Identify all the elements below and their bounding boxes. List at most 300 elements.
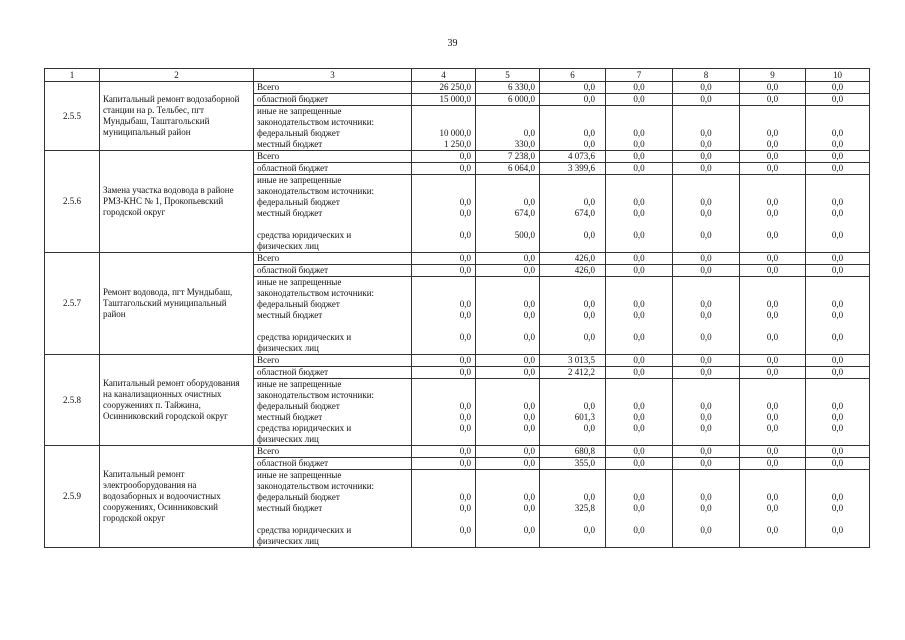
measure-number: 2.5.5	[45, 82, 100, 151]
cell-line: местный бюджет	[257, 412, 323, 422]
amount-cell: 0,0	[606, 458, 673, 470]
cell-line	[740, 219, 805, 230]
cell-line: иные не запрещенные	[257, 175, 342, 185]
cell-line	[740, 175, 805, 186]
amount-cell: 0,0	[412, 458, 476, 470]
amount-cell: 0,0	[606, 355, 673, 367]
cell-line	[740, 288, 805, 299]
cell-line	[479, 470, 535, 481]
column-number-row	[45, 69, 870, 82]
cell-line	[479, 106, 535, 117]
amount-cell: 0,0	[673, 265, 740, 277]
cell-line	[606, 481, 672, 492]
amount-cell: 6 064,0	[476, 163, 540, 175]
block-total-row	[45, 355, 870, 367]
cell-line	[806, 175, 869, 186]
cell-line	[415, 186, 471, 197]
amount-cell: 0,0	[606, 151, 673, 163]
cell-line	[740, 514, 805, 525]
cell-line	[806, 343, 869, 354]
cell-line: 0,0	[700, 197, 712, 207]
cell-line	[479, 343, 535, 354]
cell-line	[479, 536, 535, 547]
amount-cell	[673, 277, 740, 355]
cell-line: 0,0	[459, 299, 471, 309]
funding-source	[254, 379, 412, 446]
funding-source	[254, 106, 412, 151]
cell-line: 0,0	[766, 423, 779, 433]
cell-line	[673, 343, 739, 354]
cell-line	[479, 434, 535, 445]
column-number: 2	[100, 69, 254, 82]
cell-line: 0,0	[766, 332, 779, 342]
cell-line: 0,0	[700, 310, 712, 320]
cell-line: 601,3	[574, 412, 595, 422]
amount-cell	[540, 175, 606, 253]
amount-cell: 0,0	[806, 82, 870, 94]
cell-line	[806, 321, 869, 332]
cell-line	[479, 186, 535, 197]
cell-line: 0,0	[459, 310, 471, 320]
cell-line: 0,0	[831, 492, 844, 502]
amount-cell: 0,0	[476, 458, 540, 470]
amount-cell	[412, 470, 476, 548]
amount-cell: 0,0	[673, 151, 740, 163]
amount-cell: 0,0	[740, 151, 806, 163]
cell-line: 0,0	[523, 423, 535, 433]
column-number: 6	[540, 69, 606, 82]
cell-line	[740, 106, 805, 117]
cell-line	[740, 186, 805, 197]
cell-line	[673, 390, 739, 401]
cell-line	[606, 379, 672, 390]
cell-line	[806, 277, 869, 288]
cell-line: 0,0	[583, 332, 595, 342]
cell-line: 0,0	[523, 310, 535, 320]
cell-line: 0,0	[459, 492, 471, 502]
cell-line: 0,0	[700, 401, 712, 411]
cell-line: 0,0	[459, 423, 471, 433]
column-number: 9	[740, 69, 806, 82]
column-number: 3	[254, 69, 412, 82]
amount-cell	[673, 175, 740, 253]
cell-line: 0,0	[523, 299, 535, 309]
cell-line: местный бюджет	[257, 310, 323, 320]
amount-cell: 0,0	[412, 265, 476, 277]
cell-line: 0,0	[633, 332, 645, 342]
amount-cell	[540, 379, 606, 446]
funding-source: Всего	[254, 446, 412, 458]
cell-line	[479, 219, 535, 230]
cell-line: 0,0	[523, 197, 535, 207]
cell-line: федеральный бюджет	[257, 128, 340, 138]
cell-line	[740, 379, 805, 390]
cell-line: физических лиц	[257, 343, 319, 353]
cell-line	[806, 219, 869, 230]
cell-line: 0,0	[766, 299, 779, 309]
cell-line	[673, 514, 739, 525]
cell-line: 0,0	[523, 128, 535, 138]
amount-cell: 355,0	[540, 458, 606, 470]
amount-cell: 0,0	[606, 163, 673, 175]
cell-line	[673, 106, 739, 117]
measure-name: Капитальный ремонт водозаборной станции на р. Тельбес, пгт Мундыбаш, Таштагольский муниципальный район	[100, 82, 254, 151]
amount-cell: 3 013,5	[540, 355, 606, 367]
cell-line: 0,0	[766, 208, 779, 218]
cell-line	[673, 117, 739, 128]
amount-cell	[476, 379, 540, 446]
cell-line	[606, 321, 672, 332]
amount-cell: 0,0	[806, 367, 870, 379]
amount-cell: 0,0	[740, 367, 806, 379]
amount-cell	[806, 470, 870, 548]
cell-line	[606, 288, 672, 299]
amount-cell: 0,0	[673, 367, 740, 379]
cell-line: 0,0	[633, 128, 645, 138]
measure-name: Замена участка водовода в районе РМЗ-КНС № 1, Прокопьевский городской округ	[100, 151, 254, 253]
cell-line	[415, 219, 471, 230]
cell-line	[606, 106, 672, 117]
cell-line: 0,0	[700, 492, 712, 502]
cell-line	[806, 514, 869, 525]
amount-cell: 680,8	[540, 446, 606, 458]
cell-line: федеральный бюджет	[257, 492, 340, 502]
cell-line	[606, 277, 672, 288]
cell-line	[806, 117, 869, 128]
amount-cell	[806, 379, 870, 446]
cell-line	[543, 186, 595, 197]
amount-cell: 0,0	[673, 458, 740, 470]
cell-line: 0,0	[583, 197, 595, 207]
amount-cell	[540, 470, 606, 548]
amount-cell	[412, 379, 476, 446]
amount-cell: 0,0	[540, 94, 606, 106]
cell-line: местный бюджет	[257, 503, 323, 513]
amount-cell	[540, 106, 606, 151]
amount-cell: 0,0	[806, 458, 870, 470]
cell-line	[479, 241, 535, 252]
cell-line: 0,0	[459, 208, 471, 218]
cell-line: иные не запрещенные	[257, 277, 342, 287]
cell-line: 0,0	[831, 423, 844, 433]
amount-cell: 6 330,0	[476, 82, 540, 94]
amount-cell: 0,0	[806, 265, 870, 277]
cell-line	[415, 536, 471, 547]
amount-cell: 0,0	[412, 253, 476, 265]
amount-cell: 0,0	[476, 253, 540, 265]
amount-cell: 0,0	[476, 355, 540, 367]
amount-cell	[412, 277, 476, 355]
amount-cell: 0,0	[412, 367, 476, 379]
cell-line: 674,0	[514, 208, 535, 218]
funding-source: областной бюджет	[254, 94, 412, 106]
cell-line: 1 250,0	[444, 139, 471, 149]
cell-line	[543, 219, 595, 230]
cell-line	[673, 321, 739, 332]
cell-line	[673, 536, 739, 547]
cell-line	[740, 434, 805, 445]
funding-source	[254, 277, 412, 355]
block-total-row	[45, 253, 870, 265]
cell-line: 0,0	[831, 401, 844, 411]
cell-line	[606, 514, 672, 525]
cell-line	[543, 470, 595, 481]
funding-source: областной бюджет	[254, 265, 412, 277]
cell-line: 0,0	[633, 230, 645, 240]
cell-line	[806, 186, 869, 197]
cell-line	[257, 321, 408, 332]
cell-line	[479, 321, 535, 332]
funding-source: Всего	[254, 151, 412, 163]
cell-line	[415, 241, 471, 252]
cell-line	[673, 219, 739, 230]
cell-line: 0,0	[633, 208, 645, 218]
amount-cell: 15 000,0	[412, 94, 476, 106]
block-total-row	[45, 82, 870, 94]
amount-cell: 0,0	[806, 253, 870, 265]
cell-line: 0,0	[583, 299, 595, 309]
amount-cell: 0,0	[673, 355, 740, 367]
cell-line: 0,0	[766, 310, 779, 320]
block-total-row	[45, 151, 870, 163]
amount-cell: 0,0	[476, 367, 540, 379]
column-number: 7	[606, 69, 673, 82]
cell-line	[740, 390, 805, 401]
amount-cell	[476, 175, 540, 253]
measure-name: Капитальный ремонт оборудования на канализационных очистных сооружениях п. Тайжина, Осинниковский городской округ	[100, 355, 254, 446]
cell-line: 0,0	[523, 412, 535, 422]
cell-line	[806, 536, 869, 547]
cell-line: 0,0	[831, 503, 844, 513]
cell-line: 0,0	[831, 139, 844, 149]
cell-line	[806, 379, 869, 390]
cell-line: законодательством источники:	[257, 186, 375, 196]
amount-cell: 7 238,0	[476, 151, 540, 163]
cell-line: 0,0	[583, 310, 595, 320]
amount-cell	[476, 470, 540, 548]
cell-line: 0,0	[633, 401, 645, 411]
cell-line	[606, 175, 672, 186]
column-number: 1	[45, 69, 100, 82]
cell-line: 0,0	[700, 299, 712, 309]
cell-line	[543, 536, 595, 547]
cell-line	[543, 277, 595, 288]
cell-line: 0,0	[831, 332, 844, 342]
amount-cell: 0,0	[806, 446, 870, 458]
cell-line	[673, 470, 739, 481]
cell-line: 0,0	[633, 299, 645, 309]
cell-line: 0,0	[700, 332, 712, 342]
amount-cell	[476, 106, 540, 151]
cell-line: 674,0	[574, 208, 595, 218]
cell-line	[415, 390, 471, 401]
cell-line	[479, 288, 535, 299]
cell-line	[479, 175, 535, 186]
cell-line	[415, 321, 471, 332]
cell-line: 0,0	[700, 412, 712, 422]
amount-cell	[606, 379, 673, 446]
cell-line	[673, 434, 739, 445]
cell-line: 0,0	[766, 525, 779, 535]
cell-line: 10 000,0	[439, 128, 471, 138]
cell-line	[257, 219, 408, 230]
amount-cell: 2 412,2	[540, 367, 606, 379]
measure-number: 2.5.7	[45, 253, 100, 355]
cell-line	[673, 241, 739, 252]
cell-line	[740, 117, 805, 128]
funding-source: Всего	[254, 355, 412, 367]
amount-cell: 26 250,0	[412, 82, 476, 94]
cell-line	[543, 241, 595, 252]
cell-line: иные не запрещенные	[257, 379, 342, 389]
cell-line	[479, 379, 535, 390]
amount-cell: 0,0	[740, 458, 806, 470]
amount-cell: 0,0	[412, 163, 476, 175]
cell-line: физических лиц	[257, 241, 319, 251]
amount-cell	[606, 470, 673, 548]
cell-line	[415, 175, 471, 186]
cell-line	[740, 241, 805, 252]
amount-cell: 0,0	[740, 355, 806, 367]
amount-cell: 0,0	[412, 355, 476, 367]
cell-line	[415, 379, 471, 390]
amount-cell: 0,0	[673, 163, 740, 175]
amount-cell: 0,0	[806, 163, 870, 175]
cell-line	[673, 481, 739, 492]
cell-line: законодательством источники:	[257, 117, 375, 127]
cell-line: 0,0	[633, 423, 645, 433]
cell-line	[740, 536, 805, 547]
cell-line	[740, 343, 805, 354]
cell-line	[806, 481, 869, 492]
cell-line	[543, 321, 595, 332]
cell-line	[606, 186, 672, 197]
cell-line	[415, 288, 471, 299]
amount-cell: 0,0	[806, 151, 870, 163]
amount-cell: 0,0	[476, 446, 540, 458]
cell-line	[740, 470, 805, 481]
amount-cell: 0,0	[740, 265, 806, 277]
cell-line	[606, 117, 672, 128]
cell-line	[543, 106, 595, 117]
cell-line: 0,0	[831, 412, 844, 422]
amount-cell: 0,0	[412, 446, 476, 458]
cell-line	[673, 175, 739, 186]
amount-cell: 0,0	[540, 82, 606, 94]
amount-cell: 0,0	[740, 253, 806, 265]
funding-source	[254, 470, 412, 548]
cell-line: 0,0	[523, 332, 535, 342]
cell-line: 0,0	[700, 525, 712, 535]
cell-line: 0,0	[459, 197, 471, 207]
cell-line	[806, 241, 869, 252]
cell-line	[415, 514, 471, 525]
amount-cell	[740, 175, 806, 253]
cell-line	[415, 106, 471, 117]
column-number: 10	[806, 69, 870, 82]
cell-line: 0,0	[523, 492, 535, 502]
amount-cell	[673, 106, 740, 151]
amount-cell: 0,0	[673, 94, 740, 106]
cell-line: местный бюджет	[257, 139, 323, 149]
cell-line	[740, 481, 805, 492]
cell-line: 0,0	[831, 197, 844, 207]
cell-line	[606, 470, 672, 481]
cell-line: 0,0	[633, 139, 645, 149]
measure-name: Ремонт водовода, пгт Мундыбаш, Таштагольский муниципальный район	[100, 253, 254, 355]
amount-cell: 6 000,0	[476, 94, 540, 106]
cell-line: законодательством источники:	[257, 481, 375, 491]
cell-line	[673, 277, 739, 288]
cell-line: 0,0	[700, 503, 712, 513]
cell-line: 0,0	[831, 128, 844, 138]
amount-cell: 0,0	[673, 446, 740, 458]
cell-line	[806, 106, 869, 117]
amount-cell: 0,0	[476, 265, 540, 277]
cell-line	[479, 481, 535, 492]
cell-line	[479, 277, 535, 288]
amount-cell: 426,0	[540, 253, 606, 265]
amount-cell	[740, 470, 806, 548]
cell-line: 0,0	[459, 230, 471, 240]
amount-cell: 3 399,6	[540, 163, 606, 175]
amount-cell: 0,0	[606, 446, 673, 458]
amount-cell	[412, 106, 476, 151]
cell-line	[740, 321, 805, 332]
amount-cell: 0,0	[606, 82, 673, 94]
cell-line: 0,0	[459, 503, 471, 513]
cell-line	[543, 343, 595, 354]
cell-line	[673, 379, 739, 390]
column-number: 5	[476, 69, 540, 82]
amount-cell	[673, 470, 740, 548]
cell-line	[606, 343, 672, 354]
amount-cell: 0,0	[806, 94, 870, 106]
cell-line: 0,0	[523, 401, 535, 411]
cell-line: 0,0	[583, 230, 595, 240]
cell-line	[415, 434, 471, 445]
cell-line: 0,0	[523, 525, 535, 535]
amount-cell: 0,0	[673, 82, 740, 94]
column-number: 8	[673, 69, 740, 82]
amount-cell: 0,0	[412, 151, 476, 163]
cell-line	[806, 390, 869, 401]
cell-line: 0,0	[700, 230, 712, 240]
cell-line	[415, 277, 471, 288]
amount-cell: 0,0	[606, 367, 673, 379]
cell-line: 0,0	[459, 525, 471, 535]
measure-number: 2.5.6	[45, 151, 100, 253]
cell-line	[606, 241, 672, 252]
funding-source: областной бюджет	[254, 367, 412, 379]
cell-line: законодательством источники:	[257, 288, 375, 298]
cell-line	[543, 175, 595, 186]
amount-cell	[673, 379, 740, 446]
cell-line: 0,0	[766, 503, 779, 513]
cell-line: 0,0	[766, 128, 779, 138]
cell-line: 0,0	[583, 128, 595, 138]
cell-line: федеральный бюджет	[257, 401, 340, 411]
amount-cell: 0,0	[740, 446, 806, 458]
cell-line	[543, 379, 595, 390]
cell-line: средства юридических и	[257, 525, 352, 535]
cell-line: 0,0	[766, 401, 779, 411]
cell-line: 0,0	[633, 310, 645, 320]
cell-line: 0,0	[700, 208, 712, 218]
measure-name: Капитальный ремонт электрооборудования на водозаборных и водоочистных сооружениях, Осинниковский городской округ	[100, 446, 254, 548]
cell-line: 0,0	[831, 230, 844, 240]
cell-line: 0,0	[831, 310, 844, 320]
